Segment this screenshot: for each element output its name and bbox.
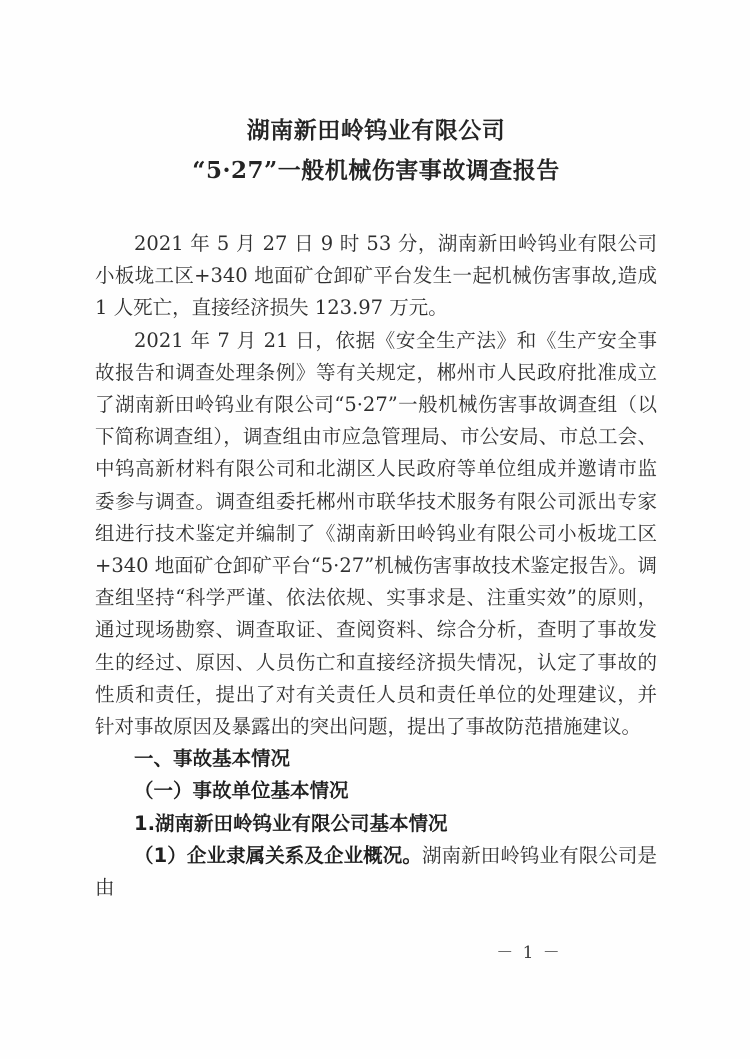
document-body	[95, 0, 657, 904]
page-number-footer	[0, 938, 750, 963]
document-title-line-1: 湖南新田岭钨业有限公司	[246, 117, 506, 144]
point-one-text: 湖南新田岭钨业有限公司是由	[95, 843, 657, 900]
page-number-value: － 1 －	[496, 943, 562, 963]
heading-section-one: 一、事故基本情况	[134, 747, 291, 771]
paragraph-accident-summary: 2021 年 5 月 27 日 9 时 53 分，湖南新田岭钨业有限公司小板垅工区+340 地面矿仓卸矿平台发生一起机械伤害事故,造成 1 人死亡，直接经济损失 123.97 万元。	[95, 232, 657, 320]
heading-subsection-one: （一）事故单位基本情况	[134, 779, 349, 803]
paragraph-investigation-team: 2021 年 7 月 21 日，依据《安全生产法》和《生产安全事故报告和调查处理条例》等有关规定，郴州市人民政府批准成立了湖南新田岭钨业有限公司“5·27”一般机械伤害事故调查组（以下简称调查组），调查组由市应急管理局、市公安局、市总工会、中钨高新材料有限公司和北湖区人民政府等单位组成并邀请市监委参与调查。调查组委托郴州市联华技术服务有限公司派出专家组进行技术鉴定并编制了《湖南新田岭钨业有限公司小板垅工区+340 地面矿仓卸矿平台“5·27”机械伤害事故技术鉴定报告》。调查组坚持“科学严谨、依法依规、实事求是、注重实效”的原则，通过现场勘察、调查取证、查阅资料、综合分析，查明了事故发生的经过、原因、人员伤亡和直接经济损失情况，认定了事故的性质和责任，提出了对有关责任人员和责任单位的处理建议，并针对事故原因及暴露出的突出问题，提出了事故防范措施建议。	[95, 328, 657, 739]
heading-item-one: 1.湖南新田岭钨业有限公司基本情况	[134, 811, 448, 835]
paragraph-point-one	[95, 840, 657, 904]
document-title-line-2: “5·27”一般机械伤害事故调查报告	[192, 157, 560, 184]
point-one-label: （1）企业隶属关系及企业概况。	[134, 843, 422, 867]
document-title-block	[95, 0, 657, 189]
